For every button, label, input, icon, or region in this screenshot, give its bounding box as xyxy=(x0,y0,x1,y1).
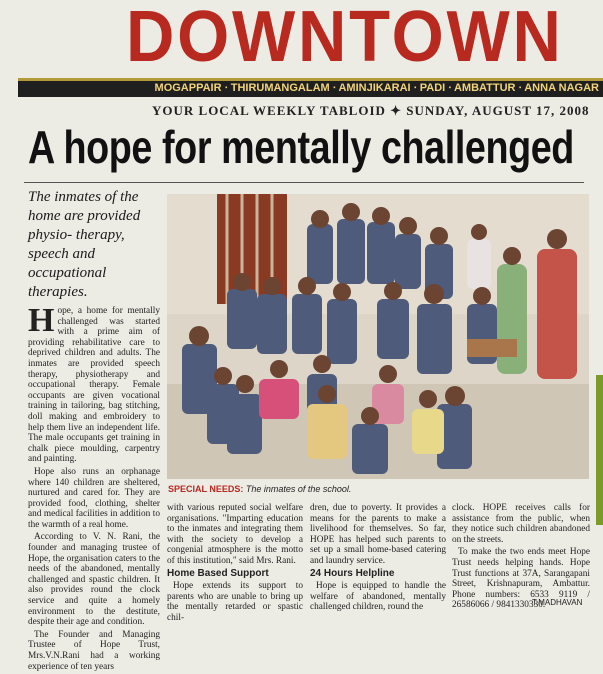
masthead-title: DOWNTOWN xyxy=(126,0,564,77)
subhead: 24 Hours Helpline xyxy=(310,567,395,579)
headline-rule xyxy=(24,182,584,183)
paragraph: Hope extends its support to parents who are unable to bring up the mentally retarded or spastic chil- xyxy=(167,581,303,623)
paragraph: ope, a home for mentally challenged was started with a prime aim of providing rehabilitative care to deprived children and adults. The inmates are provided speech therapy, physiotherapy and occupational therapy. Female occupants are given vocational training in tailoring, bag stitching, doll making and embroidery to help them live an independent life. The male occupants get training in chalk piece moulding, carpentry and painting. xyxy=(28,306,160,465)
headline: A hope for mentally challenged xyxy=(28,121,574,173)
paragraph: clock. HOPE receives calls for assistance from the public, when they notice such children abandoned on the streets. xyxy=(452,503,590,545)
side-color-strip xyxy=(596,375,603,525)
masthead xyxy=(126,0,603,77)
article-column-1 xyxy=(28,302,160,674)
photo-caption xyxy=(168,484,351,494)
dropcap: H xyxy=(28,302,55,339)
paragraph: Hope is equipped to handle the welfare of abandoned, mentally challenged children, round the xyxy=(310,581,446,613)
article-column-4 xyxy=(452,503,590,613)
paragraph: The Founder and Managing Trustee of Hope Trust, Mrs.V.N.Rani had a working experience of ten years xyxy=(28,629,160,672)
photo-byline: T.MADHAVAN xyxy=(532,598,583,607)
caption-text: The inmates of the school. xyxy=(245,484,352,494)
group-photo-illustration xyxy=(167,194,589,479)
paragraph: dren, due to poverty. It provides a means for the parents to make a livelihood for themselves. So far, HOPE has helped such parents to set up a small home-based catering and laundry service. xyxy=(310,503,446,566)
paragraph: Hope also runs an orphanage where 140 children are sheltered, nurtured and cared for. They are provided food, clothing, shelter and medical facilities in addition to the warmth of a real home. xyxy=(28,466,160,530)
paragraph: To make the two ends meet Hope Trust needs helping hands. Hope Trust functions at 37A, Sarangapani Street, Krishnapuram, Ambattur. Phone numbers: 6533 9119 / 26586066 / 9841330330. xyxy=(452,547,590,611)
subhead: Home Based Support xyxy=(167,567,269,579)
deck: The inmates of the home are provided physio- therapy, speech and occupational therapies. xyxy=(28,189,141,300)
article-column-2 xyxy=(167,503,303,626)
tagline: YOUR LOCAL WEEKLY TABLOID ✦ SUNDAY, AUGUST 17, 2008 xyxy=(152,103,590,118)
caption-label: SPECIAL NEEDS: xyxy=(168,484,244,494)
group-photo-image xyxy=(167,194,589,479)
paragraph: According to V. N. Rani, the founder and managing trustee of Hope, the organisation caters to the needs of the abandoned, mentally challenged and spastic children. It also provides round the clock service and quite a homely environment to the destitute, despite their age and condition. xyxy=(28,532,160,628)
paragraph: with various reputed social welfare organisations. "Imparting education to the inmates and integrating them with the society to develop a congenial atmosphere is the motto of this institution," said Mrs. Rani. xyxy=(167,503,303,566)
bleed-through-text xyxy=(20,8,120,58)
article-column-3 xyxy=(310,503,446,615)
area-list: MOGAPPAIR ∙ THIRUMANGALAM ∙ AMINJIKARAI ∙ PADI ∙ AMBATTUR ∙ ANNA NAGAR xyxy=(154,82,599,94)
area-bar xyxy=(18,78,603,97)
